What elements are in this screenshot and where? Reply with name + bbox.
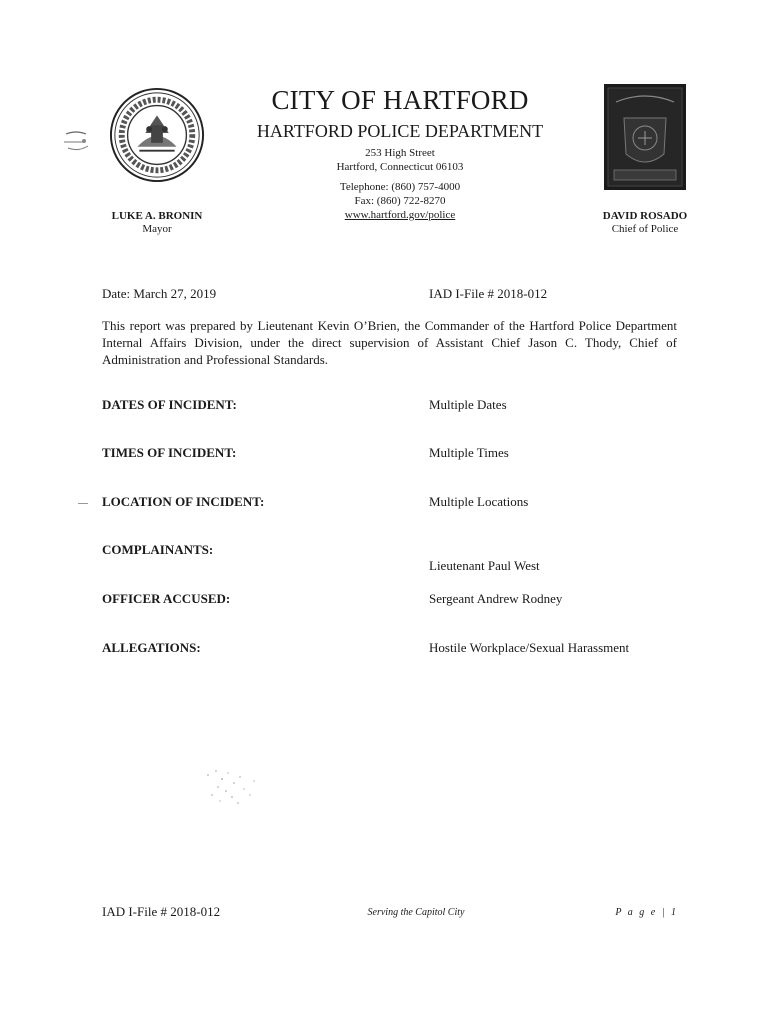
- mayor-block: [102, 210, 212, 236]
- fax: Fax: (860) 722-8270: [354, 195, 446, 207]
- footer-file-number: IAD I-File # 2018-012: [102, 904, 221, 919]
- street-address: 253 High Street: [365, 147, 435, 159]
- field-value-allegations: Hostile Workplace/Sexual Harassment: [429, 640, 630, 655]
- mayor-title: Mayor: [142, 223, 172, 235]
- city-title: CITY OF HARTFORD: [271, 85, 529, 115]
- file-number: IAD I-File # 2018-012: [429, 286, 548, 301]
- page-number: P a g e | 1: [615, 907, 678, 918]
- letterhead: [200, 84, 600, 222]
- field-label-location: LOCATION OF INCIDENT:: [102, 494, 265, 509]
- telephone: Telephone: (860) 757-4000: [339, 181, 461, 193]
- field-label-times: TIMES OF INCIDENT:: [102, 445, 237, 460]
- field-label-complainants: COMPLAINANTS:: [102, 542, 214, 557]
- field-label-officer-accused: OFFICER ACCUSED:: [102, 591, 231, 606]
- department-title: HARTFORD POLICE DEPARTMENT: [256, 121, 544, 141]
- report-date: Date: March 27, 2019: [102, 286, 217, 301]
- chief-block: [590, 210, 700, 236]
- city-seal-icon: [108, 86, 206, 184]
- chief-title: Chief of Police: [611, 223, 679, 235]
- field-value-location: Multiple Locations: [429, 494, 529, 509]
- field-value-officer-accused: Sergeant Andrew Rodney: [429, 591, 563, 606]
- field-label-allegations: ALLEGATIONS:: [102, 640, 201, 655]
- footer-slogan: Serving the Capitol City: [367, 907, 465, 918]
- police-badge-icon: [604, 84, 686, 190]
- margin-dash: [78, 503, 88, 504]
- intro-paragraph: This report was prepared by Lieutenant Kevin O’Brien, the Commander of the Hartford Police Department Internal Affairs Division, under the direct supervision of Assistant Chief Jason C. Thody, Chief of Administration and Professional Standards.: [102, 318, 677, 367]
- city-state-zip: Hartford, Connecticut 06103: [336, 161, 464, 173]
- field-value-complainants: Lieutenant Paul West: [429, 558, 540, 573]
- chief-name: DAVID ROSADO: [602, 210, 688, 222]
- margin-mark-icon: [62, 128, 92, 156]
- field-value-times: Multiple Times: [429, 445, 509, 460]
- field-value-dates: Multiple Dates: [429, 397, 507, 412]
- website-link[interactable]: www.hartford.gov/police: [344, 209, 456, 221]
- scan-speckle-icon: [198, 765, 264, 809]
- mayor-name: LUKE A. BRONIN: [111, 210, 203, 222]
- field-label-dates: DATES OF INCIDENT:: [102, 397, 237, 412]
